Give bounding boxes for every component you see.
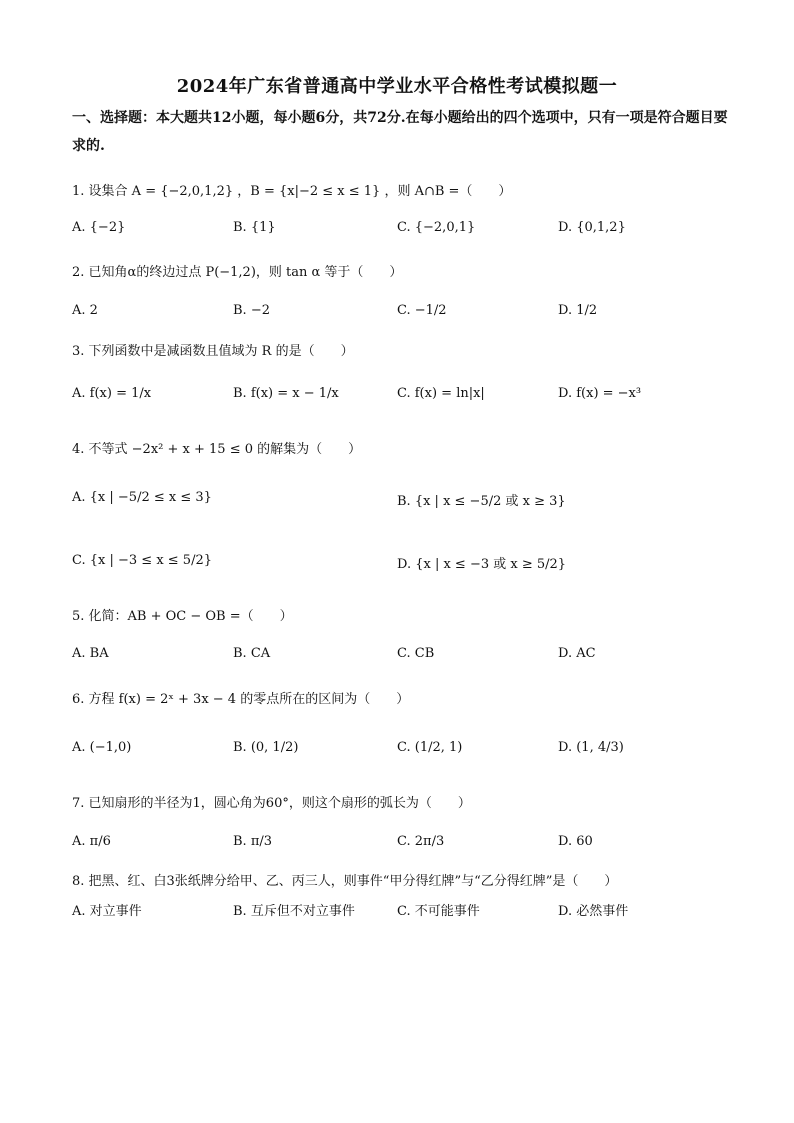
question-8-option-b: B. 互斥但不对立事件 xyxy=(233,904,355,919)
question-5-option-a: A. BA xyxy=(72,646,109,661)
question-8-option-d: D. 必然事件 xyxy=(558,904,629,919)
question-8-option-c: C. 不可能事件 xyxy=(397,904,480,919)
question-4-stem: 4. 不等式 −2x² + x + 15 ≤ 0 的解集为（ ） xyxy=(72,442,362,457)
page-title: 2024年广东省普通高中学业水平合格性考试模拟题一 xyxy=(176,76,618,97)
question-7-option-a: A. π/6 xyxy=(72,834,111,849)
question-5-option-b: B. CA xyxy=(233,646,271,661)
question-7-stem: 7. 已知扇形的半径为1，圆心角为60°，则这个扇形的弧长为（ ） xyxy=(72,796,471,811)
question-5-stem: 5. 化简：AB + OC − OB =（ ） xyxy=(72,609,293,624)
question-2-option-b: B. −2 xyxy=(233,303,270,318)
question-4-option-c: C. {x | −3 ≤ x ≤ 5/2} xyxy=(72,553,212,568)
question-5-option-d: D. AC xyxy=(558,646,596,661)
question-4-option-d: D. {x | x ≤ −3 或 x ≥ 5/2} xyxy=(397,557,567,572)
question-3-option-a: A. f(x) = 1/x xyxy=(72,386,152,401)
question-3-option-c: C. f(x) = ln|x| xyxy=(397,386,485,401)
question-3-option-b: B. f(x) = x − 1/x xyxy=(233,386,339,401)
question-2-option-a: A. 2 xyxy=(72,303,98,318)
question-2-option-d: D. 1/2 xyxy=(558,303,598,318)
question-3-option-d: D. f(x) = −x³ xyxy=(558,386,642,401)
question-1-stem: 1. 设集合 A = {−2,0,1,2} ，B = {x|−2 ≤ x ≤ 1} ，则 A∩B =（ ） xyxy=(72,184,512,199)
question-4-option-a: A. {x | −5/2 ≤ x ≤ 3} xyxy=(72,490,212,505)
question-4-option-b: B. {x | x ≤ −5/2 或 x ≥ 3} xyxy=(397,494,566,509)
question-1-option-c: C. {−2,0,1} xyxy=(397,220,476,235)
question-7-option-b: B. π/3 xyxy=(233,834,273,849)
question-8-stem: 8. 把黑、红、白3张纸牌分给甲、乙、丙三人，则事件“甲分得红牌”与“乙分得红牌”是（ ） xyxy=(72,874,618,889)
question-7-option-d: D. 60 xyxy=(558,834,593,849)
question-6-option-a: A. (−1,0) xyxy=(72,740,132,755)
question-1-option-b: B. {1} xyxy=(233,220,276,235)
question-2-option-c: C. −1/2 xyxy=(397,303,447,318)
section-heading: 一、选择题：本大题共12小题，每小题6分，共72分.在每小题给出的四个选项中，只有一项是符合题目要求的. xyxy=(72,110,728,154)
question-6-stem: 6. 方程 f(x) = 2ˣ + 3x − 4 的零点所在的区间为（ ） xyxy=(72,692,410,707)
question-3-stem: 3. 下列函数中是减函数且值域为 R 的是（ ） xyxy=(72,344,354,359)
question-6-option-c: C. (1/2, 1) xyxy=(397,740,463,755)
question-1-option-a: A. {−2} xyxy=(72,220,126,235)
question-7-option-c: C. 2π/3 xyxy=(397,834,445,849)
question-6-option-b: B. (0, 1/2) xyxy=(233,740,299,755)
question-6-option-d: D. (1, 4/3) xyxy=(558,740,624,755)
question-1-option-d: D. {0,1,2} xyxy=(558,220,626,235)
question-2-stem: 2. 已知角α的终边过点 P(−1,2)，则 tan α 等于（ ） xyxy=(72,265,403,280)
question-8-option-a: A. 对立事件 xyxy=(72,904,142,919)
question-5-option-c: C. CB xyxy=(397,646,435,661)
